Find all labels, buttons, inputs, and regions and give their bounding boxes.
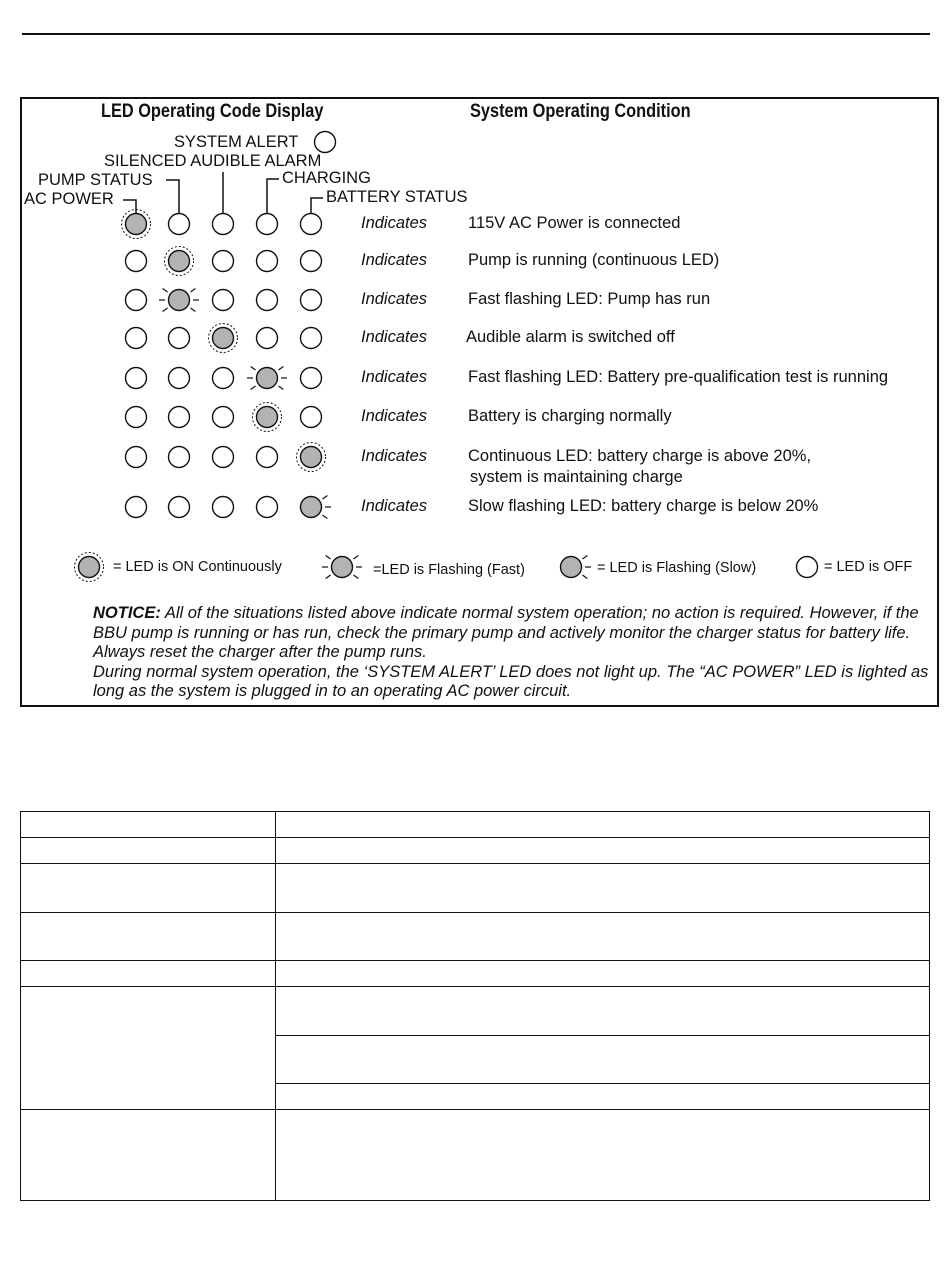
table-row (21, 987, 930, 1036)
led-8-2 (169, 497, 190, 518)
led-1-2 (169, 214, 190, 235)
notice-body-2: During normal system operation, the ‘SYSTEM ALERT’ LED does not light up. The “AC POWER” LED is lighted as long as the system is plugged in to an operating AC power circuit. (93, 662, 929, 700)
table-cell (21, 864, 276, 913)
ac-power-label: AC POWER (24, 190, 114, 208)
led-7-2 (169, 447, 190, 468)
table-cell (276, 987, 930, 1036)
led-7-3 (213, 447, 234, 468)
led-7-4 (257, 447, 278, 468)
row-8-condition: Slow flashing LED: battery charge is below 20% (468, 497, 819, 515)
led-5-5 (301, 368, 322, 389)
row-5-indicates: Indicates (361, 368, 428, 386)
row-2-indicates: Indicates (361, 251, 428, 269)
led-6-1 (126, 407, 147, 428)
led-4-1 (126, 328, 147, 349)
led-1-5 (301, 214, 322, 235)
led-4-3 (209, 324, 238, 353)
blank-table (20, 811, 930, 1201)
legend-fast-icon (322, 556, 362, 579)
notice-body: All of the situations listed above indicate normal system operation; no action is required. However, if the BBU pump is running or has run, check the primary pump and actively monitor the charger status for battery life. Always reset the charger after the pump runs. (93, 604, 919, 661)
table-cell (276, 1036, 930, 1084)
table-row (21, 913, 930, 961)
charging-label: CHARGING (282, 169, 371, 187)
led-3-4 (257, 290, 278, 311)
system-alert-label: SYSTEM ALERT (174, 133, 299, 151)
table-row (21, 812, 930, 838)
led-3-5 (301, 290, 322, 311)
table-cell (21, 1110, 276, 1201)
led-6-4 (253, 403, 282, 432)
row-7-condition: Continuous LED: battery charge is above 20%, system is maintaining charge (468, 447, 812, 486)
table-cell (276, 961, 930, 987)
table-cell (276, 812, 930, 838)
battery-status-label: BATTERY STATUS (326, 188, 468, 206)
led-4-4 (257, 328, 278, 349)
led-2-4 (257, 251, 278, 272)
row-1-condition: 115V AC Power is connected (468, 214, 681, 232)
silenced-alarm-label: SILENCED AUDIBLE ALARM (104, 152, 322, 170)
system-condition-header: System Operating Condition (470, 101, 691, 122)
notice-text (93, 604, 933, 702)
system-alert-led (315, 132, 336, 153)
legend-on-icon (75, 553, 104, 582)
led-3-1 (126, 290, 147, 311)
legend-off-icon (797, 557, 818, 578)
row-8-indicates: Indicates (361, 497, 428, 515)
leader-lines (123, 172, 323, 214)
led-2-5 (301, 251, 322, 272)
led-2-1 (126, 251, 147, 272)
row-6-condition: Battery is charging normally (468, 407, 672, 425)
table-cell (276, 1084, 930, 1110)
table-row (21, 961, 930, 987)
led-4-5 (301, 328, 322, 349)
row-6-indicates: Indicates (361, 407, 428, 425)
row-4-indicates: Indicates (361, 328, 428, 346)
led-2-3 (213, 251, 234, 272)
legend-slow-label: = LED is Flashing (Slow) (597, 560, 757, 576)
led-5-1 (126, 368, 147, 389)
row-4-condition: Audible alarm is switched off (466, 328, 675, 346)
legend-on-label: = LED is ON Continuously (113, 559, 282, 575)
row-5-condition: Fast flashing LED: Battery pre-qualification test is running (468, 368, 889, 386)
led-display-header: LED Operating Code Display (101, 101, 324, 122)
led-8-1 (126, 497, 147, 518)
row-7-indicates: Indicates (361, 447, 428, 465)
led-7-1 (126, 447, 147, 468)
legend-slow-icon (561, 556, 592, 579)
led-8-4 (257, 497, 278, 518)
table-cell (21, 838, 276, 864)
led-4-2 (169, 328, 190, 349)
notice-label: NOTICE: (93, 604, 161, 622)
led-1-1 (122, 210, 151, 239)
table-cell (276, 1110, 930, 1201)
led-7-5 (297, 443, 326, 472)
led-8-3 (213, 497, 234, 518)
battery-status-leader (311, 198, 323, 214)
led-3-2 (159, 289, 199, 312)
led-6-3 (213, 407, 234, 428)
table-row (21, 838, 930, 864)
led-8-5 (301, 496, 332, 519)
row-3-indicates: Indicates (361, 290, 428, 308)
led-6-2 (169, 407, 190, 428)
pump-status-leader (166, 180, 179, 214)
led-1-3 (213, 214, 234, 235)
row-3-condition: Fast flashing LED: Pump has run (468, 290, 711, 308)
led-3-3 (213, 290, 234, 311)
legend-off-label: = LED is OFF (824, 559, 913, 575)
led-5-2 (169, 368, 190, 389)
row-2-condition: Pump is running (continuous LED) (468, 251, 720, 269)
led-1-4 (257, 214, 278, 235)
table-cell (276, 913, 930, 961)
ac-power-leader (123, 200, 136, 214)
table-cell (21, 812, 276, 838)
led-5-4 (247, 367, 287, 390)
table-cell (21, 913, 276, 961)
table-cell (276, 838, 930, 864)
table-cell (21, 961, 276, 987)
led-5-3 (213, 368, 234, 389)
charging-leader (267, 179, 279, 214)
table-cell (21, 987, 276, 1110)
led-6-5 (301, 407, 322, 428)
table-row (21, 1110, 930, 1201)
table-row (21, 864, 930, 913)
led-2-2 (165, 247, 194, 276)
row-1-indicates: Indicates (361, 214, 428, 232)
legend-fast-label: =LED is Flashing (Fast) (373, 562, 525, 578)
pump-status-label: PUMP STATUS (38, 171, 153, 189)
table-cell (276, 864, 930, 913)
